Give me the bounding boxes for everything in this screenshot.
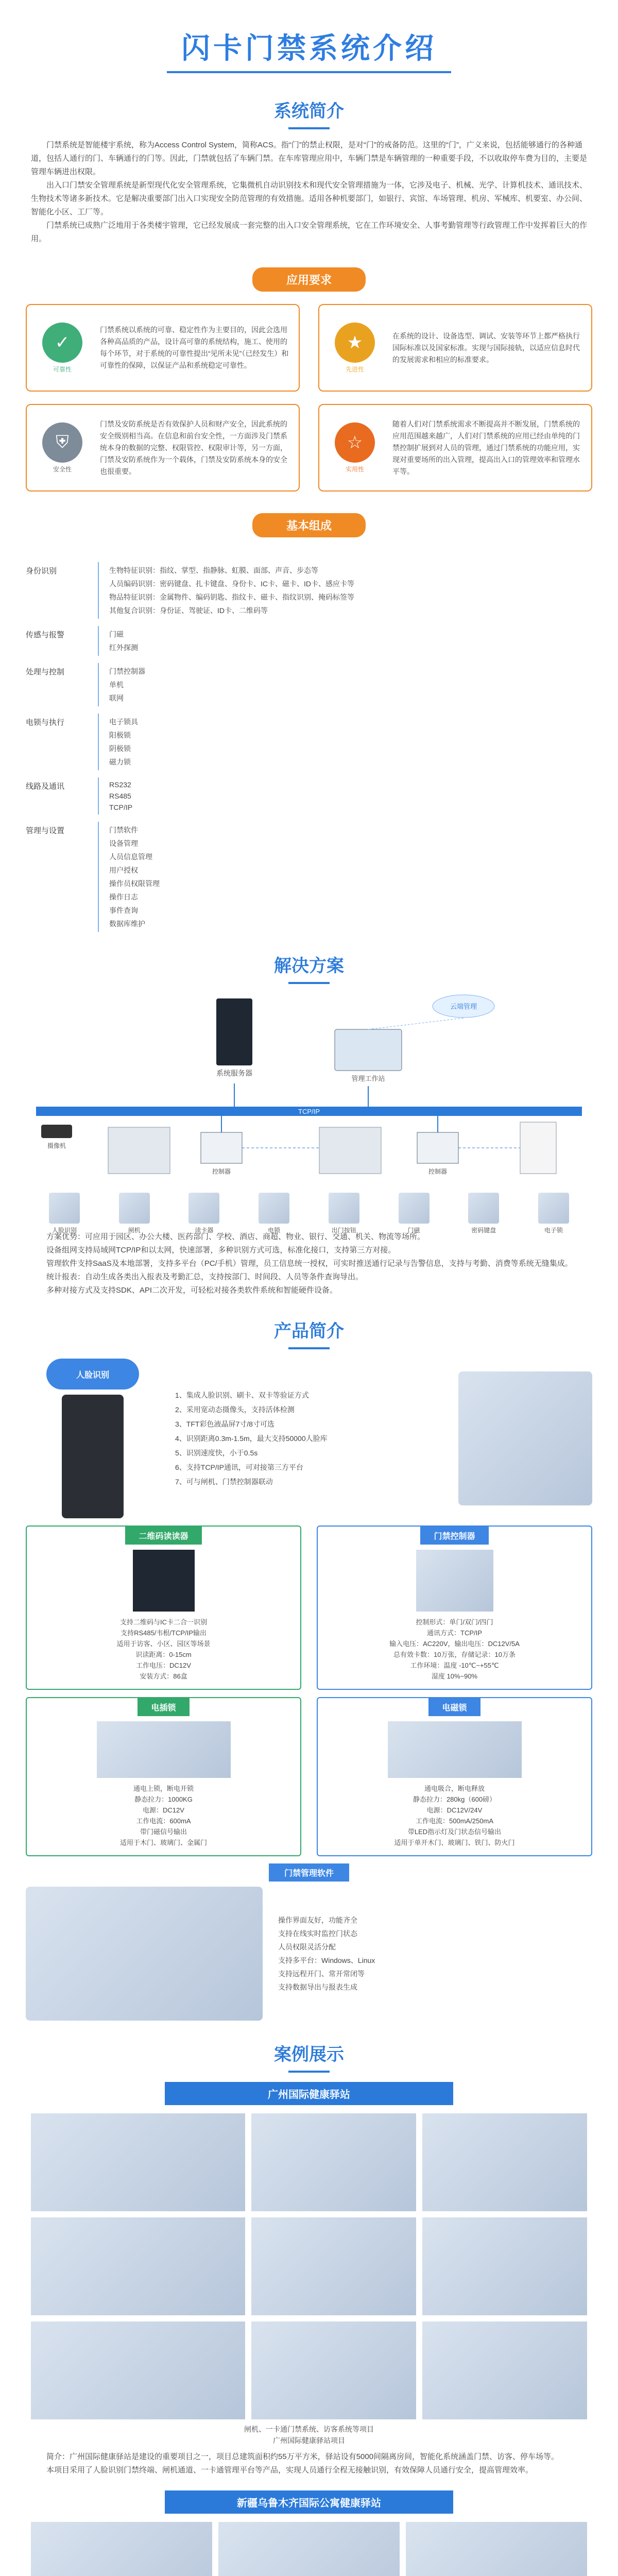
req-card-security bbox=[26, 404, 300, 492]
intro-para-2: 出入口门禁安全管理系统是新型现代化安全管理系统，它集微机自动识别技术和现代安全管理措施为一体，它涉及电子、机械、光学、计算机技术、通讯技术、生物技术等诸多新技术。它是解决重要部门出入口实现安全防范管理的有效措施。适用各种机要部门，如银行、宾馆、车场管理、机房、军械库、机要室、办公间、智能化小区、工厂等。 bbox=[31, 181, 588, 216]
intro-para-3: 门禁系统已成熟广泛地用于各类楼宇管理，它已经发展成一套完整的出入口安全管理系统，它在工作环境安全、人事考勤管理等行政管理工作中发挥着巨大的作用。 bbox=[31, 221, 588, 243]
bolt-lock-card bbox=[26, 1697, 301, 1856]
case1-para: 简介：广州国际健康驿站是建设的重要项目之一，项目总建筑面积约55万平方米，驿站设有5000间隔离房间，智能化系统涵盖门禁、访客、停车场等。 bbox=[46, 2452, 559, 2461]
req-icon-label: 安全性 bbox=[53, 465, 72, 473]
device-icon bbox=[49, 1193, 80, 1224]
software-block bbox=[26, 1887, 592, 2021]
architecture-svg bbox=[26, 993, 592, 1220]
bolt-lock-desc: 通电上锁，断电开锁 静态拉力：1000KG 电源：DC12V 工作电流：600mA 带门磁信号输出 适用于木门、玻璃门、金属门 bbox=[119, 1785, 207, 1846]
device-label: 读卡器 bbox=[195, 1227, 214, 1234]
workstation-icon bbox=[335, 1029, 402, 1071]
reliability-icon: ✓ 可靠性 bbox=[34, 319, 91, 376]
req-card-practical bbox=[318, 404, 592, 492]
case1-photo bbox=[251, 2113, 416, 2211]
req-text: 随着人们对门禁系统需求不断提高并不断发展，门禁系统的应用范围越来越广，人们对门禁系统的应用已经由单纯的门禁控制扩展到对人员的管理，通过门禁系统的功能应用，实现对重要场所的出入管理，提高出入口的管理效率和管理水平等。 bbox=[392, 419, 580, 476]
device-label: 电子锁 bbox=[544, 1227, 563, 1234]
function-item: 事件查询 bbox=[109, 906, 138, 914]
case1-caption: 闸机、一卡通门禁系统、访客系统等项目 广州国际健康驿站项目 bbox=[244, 2425, 374, 2445]
function-item: 用户授权 bbox=[109, 866, 138, 874]
device-icon bbox=[259, 1193, 289, 1224]
shield-icon: ⛨ 安全性 bbox=[34, 419, 91, 476]
title-underline bbox=[288, 1347, 330, 1349]
function-group bbox=[26, 714, 592, 770]
function-group bbox=[26, 777, 592, 815]
req-icon-label: 可靠性 bbox=[53, 365, 72, 373]
title-underline bbox=[288, 982, 330, 984]
bolt-lock-tag: 电插锁 bbox=[138, 1698, 189, 1716]
device-label: 出门按钮 bbox=[331, 1227, 356, 1234]
function-group bbox=[26, 822, 592, 932]
function-items bbox=[98, 562, 354, 619]
face-product bbox=[26, 1359, 592, 1518]
function-item: TCP/IP bbox=[109, 803, 133, 811]
function-item: 生物特征识别：指纹、掌型、指静脉、虹膜、面部、声音、步态等 bbox=[109, 566, 318, 574]
function-group-head: 线路及通讯 bbox=[26, 782, 65, 791]
face-product-tag: 人脸识别 bbox=[46, 1359, 139, 1389]
device-icon bbox=[329, 1193, 359, 1224]
architecture-diagram bbox=[26, 993, 592, 1234]
function-item: 红外探测 bbox=[109, 643, 138, 652]
requirements-grid bbox=[0, 304, 618, 492]
function-group-head: 管理与设置 bbox=[26, 826, 65, 835]
req-text: 门禁系统以系统的可靠、稳定性作为主要目的，因此会选用各种高品质的产品，设计高可靠的系统结构，施工、使用的每个环节，对于系统的可靠性提出“见所未见”（已经发生）和可靠性的保障，以保证产品和系统稳定可靠性。 bbox=[100, 326, 289, 369]
camera-icon bbox=[41, 1125, 72, 1138]
function-item: 物品特征识别：金属物件、编码钥匙、指纹卡、磁卡、指纹识别、掩码标签等 bbox=[109, 593, 354, 601]
section-cases-title: 案例展示 bbox=[274, 2045, 344, 2064]
face-terminal-image bbox=[62, 1395, 124, 1518]
device-item bbox=[386, 1193, 442, 1234]
camera-label: 摄像机 bbox=[47, 1142, 66, 1149]
qr-reader-card bbox=[26, 1526, 301, 1690]
req-icon-label: 实用性 bbox=[345, 465, 364, 473]
case1-photo bbox=[422, 2113, 587, 2211]
req-text: 在系统的设计、设备选型、调试、安装等环节上都严格执行国际标准以及国家标准。实现与国际接轨，以适应信息时代的发展需求和相应的标准要求。 bbox=[392, 331, 580, 364]
controller-1-label: 控制器 bbox=[212, 1168, 231, 1175]
door-icon bbox=[520, 1122, 556, 1174]
function-item: 门磁 bbox=[109, 630, 124, 638]
qr-reader-desc: 支持二维码与IC卡二合一识别 支持RS485/韦根/TCP/IP输出 适用于访客、小区、园区等场景 识读距离：0-15cm 工作电压：DC12V 安装方式：86盒 bbox=[116, 1618, 211, 1680]
cloud-link bbox=[368, 1018, 464, 1029]
magnetic-lock-image bbox=[388, 1721, 522, 1778]
case1-photo bbox=[31, 2321, 245, 2419]
req-icon-label: 先进性 bbox=[345, 365, 364, 373]
function-group bbox=[26, 562, 592, 619]
title-underline bbox=[288, 2071, 330, 2073]
server-icon bbox=[216, 998, 252, 1065]
section-solution bbox=[0, 952, 618, 984]
software-tag-wrap bbox=[26, 1863, 592, 1882]
face-spec: 4、识别距离0.3m-1.5m，最大支持50000人脸库 bbox=[175, 1434, 328, 1443]
function-group-head: 身份识别 bbox=[26, 567, 57, 575]
section-products-title: 产品简介 bbox=[274, 1321, 344, 1341]
device-item bbox=[246, 1193, 302, 1234]
case1-photo bbox=[251, 2321, 416, 2419]
workstation-label: 管理工作站 bbox=[351, 1075, 385, 1082]
case2-photo bbox=[31, 2522, 212, 2576]
function-item: 单机 bbox=[109, 681, 124, 689]
device-label: 门磁 bbox=[407, 1227, 420, 1234]
case1-photos bbox=[0, 2113, 618, 2419]
function-items bbox=[98, 714, 138, 770]
case2-photo bbox=[218, 2522, 400, 2576]
function-item: 磁力锁 bbox=[109, 758, 131, 766]
device-icon bbox=[468, 1193, 499, 1224]
solution-para-1: 方案优势：可应用于园区、办公大楼、医药部门、学校、酒店、商超、物业、银行、交通、机关、物流等场所。 bbox=[46, 1232, 425, 1241]
case2-bar: 新疆乌鲁木齐国际公寓健康驿站 bbox=[165, 2490, 453, 2514]
function-group bbox=[26, 663, 592, 706]
cloud-label: 云端管理 bbox=[450, 1003, 477, 1010]
solution-para-3: 管理软件支持SaaS及本地部署，支持多平台（PC/手机）管理，员工信息统一授权，可实时推送通行记录与告警信息，支持与考勤、消费等系统无缝集成。 bbox=[46, 1259, 573, 1268]
controller-1-icon bbox=[201, 1132, 242, 1163]
controller-image bbox=[416, 1550, 493, 1612]
function-item: 阴极锁 bbox=[109, 744, 131, 753]
function-group-head: 处理与控制 bbox=[26, 668, 65, 676]
function-group-head: 传感与报警 bbox=[26, 631, 65, 639]
product-row-2 bbox=[26, 1697, 592, 1856]
device-label: 人脸识别 bbox=[52, 1227, 77, 1234]
controller-2-icon bbox=[417, 1132, 458, 1163]
magnetic-lock-tag: 电磁锁 bbox=[428, 1698, 480, 1716]
case1-para: 本项目采用了人脸识别门禁终端、闸机通道、一卡通管理平台等产品，实现人员通行全程无接触识别，有效保障人员通行安全，提高管理效率。 bbox=[46, 2466, 534, 2475]
controller-2-label: 控制器 bbox=[428, 1168, 448, 1175]
software-desc: 操作界面友好，功能齐全 支持在线实时监控门状态 人员权限灵活分配 支持多平台：Windows、Linux 支持远程开门、常开常闭等 支持数据导出与报表生成 bbox=[278, 1916, 375, 1991]
function-item: 数据库维护 bbox=[109, 920, 145, 928]
title-underline bbox=[288, 127, 330, 129]
section-solution-title: 解决方案 bbox=[274, 956, 344, 976]
face-product-left bbox=[26, 1359, 160, 1518]
case1-bar: 广州国际健康驿站 bbox=[165, 2082, 453, 2105]
practical-icon: ☆ 实用性 bbox=[327, 419, 383, 476]
case1-photo bbox=[422, 2217, 587, 2315]
face-spec: 7、可与闸机、门禁控制器联动 bbox=[175, 1478, 273, 1486]
face-terminal-alt-image bbox=[458, 1371, 592, 1505]
device-icon bbox=[188, 1193, 219, 1224]
req-card-advanced bbox=[318, 304, 592, 392]
device-item bbox=[525, 1193, 582, 1234]
function-items bbox=[98, 626, 138, 656]
controller-tag: 门禁控制器 bbox=[420, 1527, 488, 1545]
function-item: 电子锁具 bbox=[109, 718, 138, 726]
function-item: 设备管理 bbox=[109, 839, 138, 848]
software-tag: 门禁管理软件 bbox=[269, 1863, 349, 1882]
function-item: 其他复合识别：身份证、驾驶证、ID卡、二维码等 bbox=[109, 606, 268, 615]
functions-label: 基本组成 bbox=[252, 513, 366, 537]
controller-desc: 控制形式：单门/双门/四门 通讯方式：TCP/IP 输入电压：AC220V，输出电压：DC12V/5A 总有效卡数：10万张，存储记录：10万条 工作环境：温度 -10℃~+55℃ 湿度 10%~90% bbox=[389, 1618, 520, 1680]
function-item: 操作日志 bbox=[109, 893, 138, 901]
function-item: 门禁控制器 bbox=[109, 667, 145, 675]
function-item: 操作员权限管理 bbox=[109, 879, 160, 888]
case1-photo bbox=[31, 2217, 245, 2315]
function-items bbox=[98, 663, 145, 706]
qr-reader-tag: 二维码读读器 bbox=[125, 1527, 201, 1545]
device-item bbox=[106, 1193, 163, 1234]
product-row-1 bbox=[26, 1526, 592, 1690]
function-group-head: 电锁与执行 bbox=[26, 718, 65, 727]
products bbox=[0, 1359, 618, 2021]
face-spec: 1、集成人脸识别、刷卡、双卡等验证方式 bbox=[175, 1391, 309, 1399]
case1-photo bbox=[251, 2217, 416, 2315]
face-specs bbox=[175, 1388, 443, 1489]
device-icon bbox=[119, 1193, 150, 1224]
gate-device-1 bbox=[108, 1127, 170, 1174]
solution-para-5: 多种对接方式及支持SDK、API二次开发，可轻松对接各类软件系统和智能硬件设备。 bbox=[46, 1286, 338, 1295]
case1-photo bbox=[422, 2321, 587, 2419]
device-item bbox=[176, 1193, 232, 1234]
section-cases bbox=[0, 2040, 618, 2073]
case1-photo bbox=[31, 2113, 245, 2211]
solution-para-2: 设备组网支持局域网TCP/IP和以太网，快速部署，多种识别方式可选，标准化接口，支持第三方对接。 bbox=[46, 1246, 396, 1255]
hero bbox=[0, 0, 618, 77]
magnetic-lock-card bbox=[317, 1697, 592, 1856]
device-icon bbox=[399, 1193, 430, 1224]
gate-device-2 bbox=[319, 1127, 381, 1174]
function-item: 人员编码识别：密码键盘、扎卡键盘、身份卡、IC卡、磁卡、ID卡、感应卡等 bbox=[109, 580, 354, 588]
section-products bbox=[0, 1317, 618, 1349]
function-item: 人员信息管理 bbox=[109, 853, 152, 861]
function-item: RS232 bbox=[109, 781, 131, 789]
device-label: 闸机 bbox=[128, 1227, 141, 1234]
qr-reader-image bbox=[133, 1550, 195, 1612]
device-label: 密码键盘 bbox=[471, 1227, 496, 1234]
function-tree bbox=[0, 550, 618, 932]
function-item: RS485 bbox=[109, 792, 131, 800]
function-item: 阳极锁 bbox=[109, 731, 131, 739]
face-spec: 2、采用宽动态摄像头，支持活体检测 bbox=[175, 1405, 295, 1414]
page-title: 闪卡门禁系统介绍 bbox=[167, 22, 451, 73]
magnetic-lock-desc: 通电吸合，断电释放 静态拉力：280kg（600磅） 电源：DC12V/24V 工作电流：500mA/250mA 带LED指示灯及门状态信号输出 适用于单开木门、玻璃门、铁门、防火门 bbox=[394, 1785, 515, 1846]
function-items bbox=[98, 822, 160, 932]
solution-para-4: 统计报表：自动生成各类出入报表及考勤汇总，支持按部门、时间段、人员等条件查询导出。 bbox=[46, 1273, 364, 1281]
function-group bbox=[26, 626, 592, 656]
face-spec: 3、TFT彩色液晶屏7寸/8寸可选 bbox=[175, 1420, 274, 1428]
device-label: 电锁 bbox=[268, 1227, 281, 1234]
software-screenshot bbox=[26, 1887, 263, 2021]
case2-photos bbox=[0, 2522, 618, 2576]
section-intro bbox=[0, 97, 618, 129]
server-label: 系统服务器 bbox=[216, 1069, 252, 1077]
case2-photo bbox=[406, 2522, 587, 2576]
function-items bbox=[98, 777, 132, 815]
device-item bbox=[316, 1193, 372, 1234]
face-spec: 6、支持TCP/IP通讯，可对接第三方平台 bbox=[175, 1463, 303, 1471]
req-text: 门禁及安防系统是否有效保护人员和财产安全，因此系统的安全级别相当高。在信息和前台安全性，一方面涉及门禁系统本身的数据的完整、权限管控、权限审计等，另一方面，门禁及安防系统作为一个载体，门禁及安防系统本身的安全也很重要。 bbox=[100, 419, 287, 476]
device-item bbox=[36, 1193, 93, 1234]
device-item bbox=[455, 1193, 512, 1234]
network-label: TCP/IP bbox=[298, 1108, 320, 1115]
section-intro-title: 系统简介 bbox=[274, 101, 344, 121]
face-spec: 5、识别速度快，小于0.5s bbox=[175, 1449, 258, 1457]
intro-para-1: 门禁系统是智能楼宇系统，称为Access Control System，简称ACS。指“门”的禁止权限，是对“门”的戒备防范。这里的“门”，广义来说，包括能够通行的各种通道，包括人通行的门、车辆通行的门等。因此，门禁就包括了车辆门禁。在车库管理应用中，车辆门禁是车辆管理的一种重要手段，不以收取停车费为目的，主要是管理车辆进出权限。 bbox=[31, 141, 588, 176]
bolt-lock-image bbox=[97, 1721, 231, 1778]
device-icon bbox=[538, 1193, 569, 1224]
advanced-icon: ★ 先进性 bbox=[327, 319, 383, 376]
req-card-reliability bbox=[26, 304, 300, 392]
function-item: 门禁软件 bbox=[109, 826, 138, 834]
requirements-label: 应用要求 bbox=[252, 267, 366, 292]
function-item: 联网 bbox=[109, 694, 124, 702]
controller-card bbox=[317, 1526, 592, 1690]
